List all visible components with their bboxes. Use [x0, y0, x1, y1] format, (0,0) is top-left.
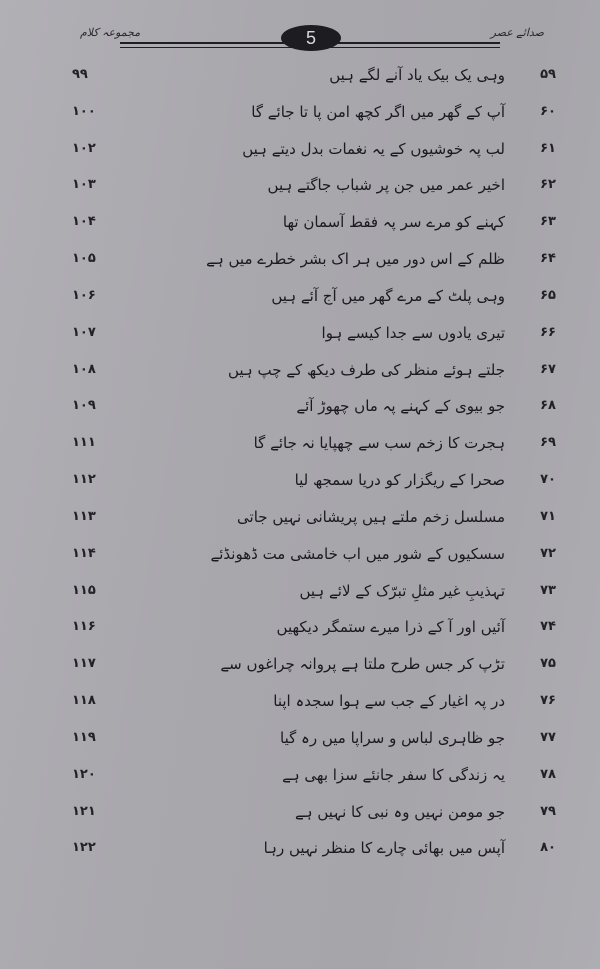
entry-number: ۷۸: [540, 767, 556, 782]
entry-number: ۶۳: [540, 214, 556, 229]
entry-number: ۷۳: [540, 583, 556, 598]
entry-page-number: ۱۰۵: [72, 251, 96, 266]
entry-title: در پہ اغیار کے جب سے ہوا سجدہ اپنا: [273, 692, 505, 710]
toc-row: [0, 651, 600, 681]
toc-row: [0, 578, 600, 608]
entry-number: ۶۲: [540, 177, 556, 192]
entry-title: یہ زندگی کا سفر جانئے سزا بھی ہے: [282, 766, 505, 784]
entry-page-number: ۱۱۲: [72, 472, 96, 487]
entry-number: ۶۴: [540, 251, 556, 266]
entry-page-number: ۱۱۱: [72, 435, 96, 450]
toc-row: [0, 246, 600, 276]
entry-title: تہذیبِ غیر مثلِ تبرّک کے لائے ہیں: [299, 582, 505, 600]
entry-page-number: ۱۰۸: [72, 362, 96, 377]
entry-page-number: ۱۰۰: [72, 104, 96, 119]
entry-page-number: ۱۰۹: [72, 398, 96, 413]
entry-title: آپس میں بھائی چارے کا منظر نہیں رہا: [263, 839, 505, 857]
toc-row: [0, 209, 600, 239]
entry-title: وہی یک بیک یاد آنے لگے ہیں: [329, 66, 505, 84]
entry-number: ۷۹: [540, 804, 556, 819]
entry-page-number: ۱۰۳: [72, 177, 96, 192]
entry-number: ۶۸: [540, 398, 556, 413]
toc-row: [0, 172, 600, 202]
entry-page-number: ۹۹: [72, 67, 88, 82]
entry-page-number: ۱۰۲: [72, 141, 96, 156]
entry-page-number: ۱۱۹: [72, 730, 96, 745]
entry-number: ۶۰: [540, 104, 556, 119]
entry-title: جو ظاہری لباس و سراپا میں رہ گیا: [280, 729, 505, 747]
entry-page-number: ۱۱۶: [72, 619, 96, 634]
entry-title: مسلسل زخم ملتے ہیں پریشانی نہیں جاتی: [237, 508, 505, 526]
entry-title: آپ کے گھر میں اگر کچھ امن پا تا جائے گا: [251, 103, 505, 121]
entry-number: ۶۱: [540, 141, 556, 156]
toc-row: [0, 320, 600, 350]
toc-row: [0, 541, 600, 571]
entry-number: ۷۵: [540, 656, 556, 671]
entry-title: جو مومن نہیں وہ نبی کا نہیں ہے: [295, 803, 505, 821]
toc-row: [0, 283, 600, 313]
toc-row: [0, 504, 600, 534]
entry-page-number: ۱۱۷: [72, 656, 96, 671]
toc-row: [0, 430, 600, 460]
header-rule-left: [120, 42, 300, 48]
entry-number: ۷۶: [540, 693, 556, 708]
entry-number: ۵۹: [540, 67, 556, 82]
toc-row: [0, 62, 600, 92]
entry-page-number: ۱۱۴: [72, 546, 96, 561]
entry-number: ۷۲: [540, 546, 556, 561]
toc-row: [0, 835, 600, 865]
toc-row: [0, 357, 600, 387]
entry-title: ہجرت کا زخم سب سے چھپایا نہ جائے گا: [253, 434, 505, 452]
entry-title: تڑپ کر جس طرح ملتا ہے پروانہ چراغوں سے: [220, 655, 505, 673]
entry-title: اخیر عمر میں جن پر شباب جاگتے ہیں: [267, 176, 505, 194]
entry-page-number: ۱۲۱: [72, 804, 96, 819]
toc-row: [0, 762, 600, 792]
entry-number: ۸۰: [540, 840, 556, 855]
entry-number: ۷۰: [540, 472, 556, 487]
entry-number: ۷۷: [540, 730, 556, 745]
entry-title: تیری یادوں سے جدا کیسے ہوا: [321, 324, 505, 342]
entry-title: جو بیوی کے کہنے پہ ماں چھوڑ آئے: [296, 397, 505, 415]
entry-number: ۶۵: [540, 288, 556, 303]
entry-number: ۷۱: [540, 509, 556, 524]
toc-row: [0, 799, 600, 829]
entry-title: آئیں اور آ کے ذرا میرے ستمگر دیکھیں: [276, 618, 505, 636]
entry-page-number: ۱۱۵: [72, 583, 96, 598]
toc-row: [0, 99, 600, 129]
entry-title: ظلم کے اس دور میں ہر اک بشر خطرے میں ہے: [206, 250, 505, 268]
page-number-badge: 5: [281, 25, 341, 51]
toc-row: [0, 688, 600, 718]
entry-title: لب پہ خوشیوں کے یہ نغمات بدل دیتے ہیں: [242, 140, 505, 158]
entry-number: ۶۷: [540, 362, 556, 377]
entry-number: ۷۴: [540, 619, 556, 634]
toc-row: [0, 393, 600, 423]
toc-row: [0, 136, 600, 166]
entry-page-number: ۱۱۳: [72, 509, 96, 524]
toc-row: [0, 614, 600, 644]
entry-page-number: ۱۰۴: [72, 214, 96, 229]
entry-title: وہی پلٹ کے مرے گھر میں آج آئے ہیں: [271, 287, 505, 305]
entry-page-number: ۱۲۰: [72, 767, 96, 782]
running-head-left: مجموعہ کلام: [80, 26, 141, 39]
entry-title: صحرا کے ریگزار کو دریا سمجھ لیا: [294, 471, 505, 489]
page-header: [0, 22, 600, 56]
entry-page-number: ۱۲۲: [72, 840, 96, 855]
entry-page-number: ۱۰۶: [72, 288, 96, 303]
entry-number: ۶۹: [540, 435, 556, 450]
entry-page-number: ۱۱۸: [72, 693, 96, 708]
entry-number: ۶۶: [540, 325, 556, 340]
entry-title: جلتے ہوئے منظر کی طرف دیکھ کے چپ ہیں: [227, 361, 505, 379]
running-head-right: صدائے عصر: [490, 26, 544, 39]
entry-page-number: ۱۰۷: [72, 325, 96, 340]
entry-title: کہنے کو مرے سر پہ فقط آسمان تھا: [282, 213, 505, 231]
entry-title: سسکیوں کے شور میں اب خامشی مت ڈھونڈئے: [210, 545, 505, 563]
toc-row: [0, 725, 600, 755]
toc-row: [0, 467, 600, 497]
